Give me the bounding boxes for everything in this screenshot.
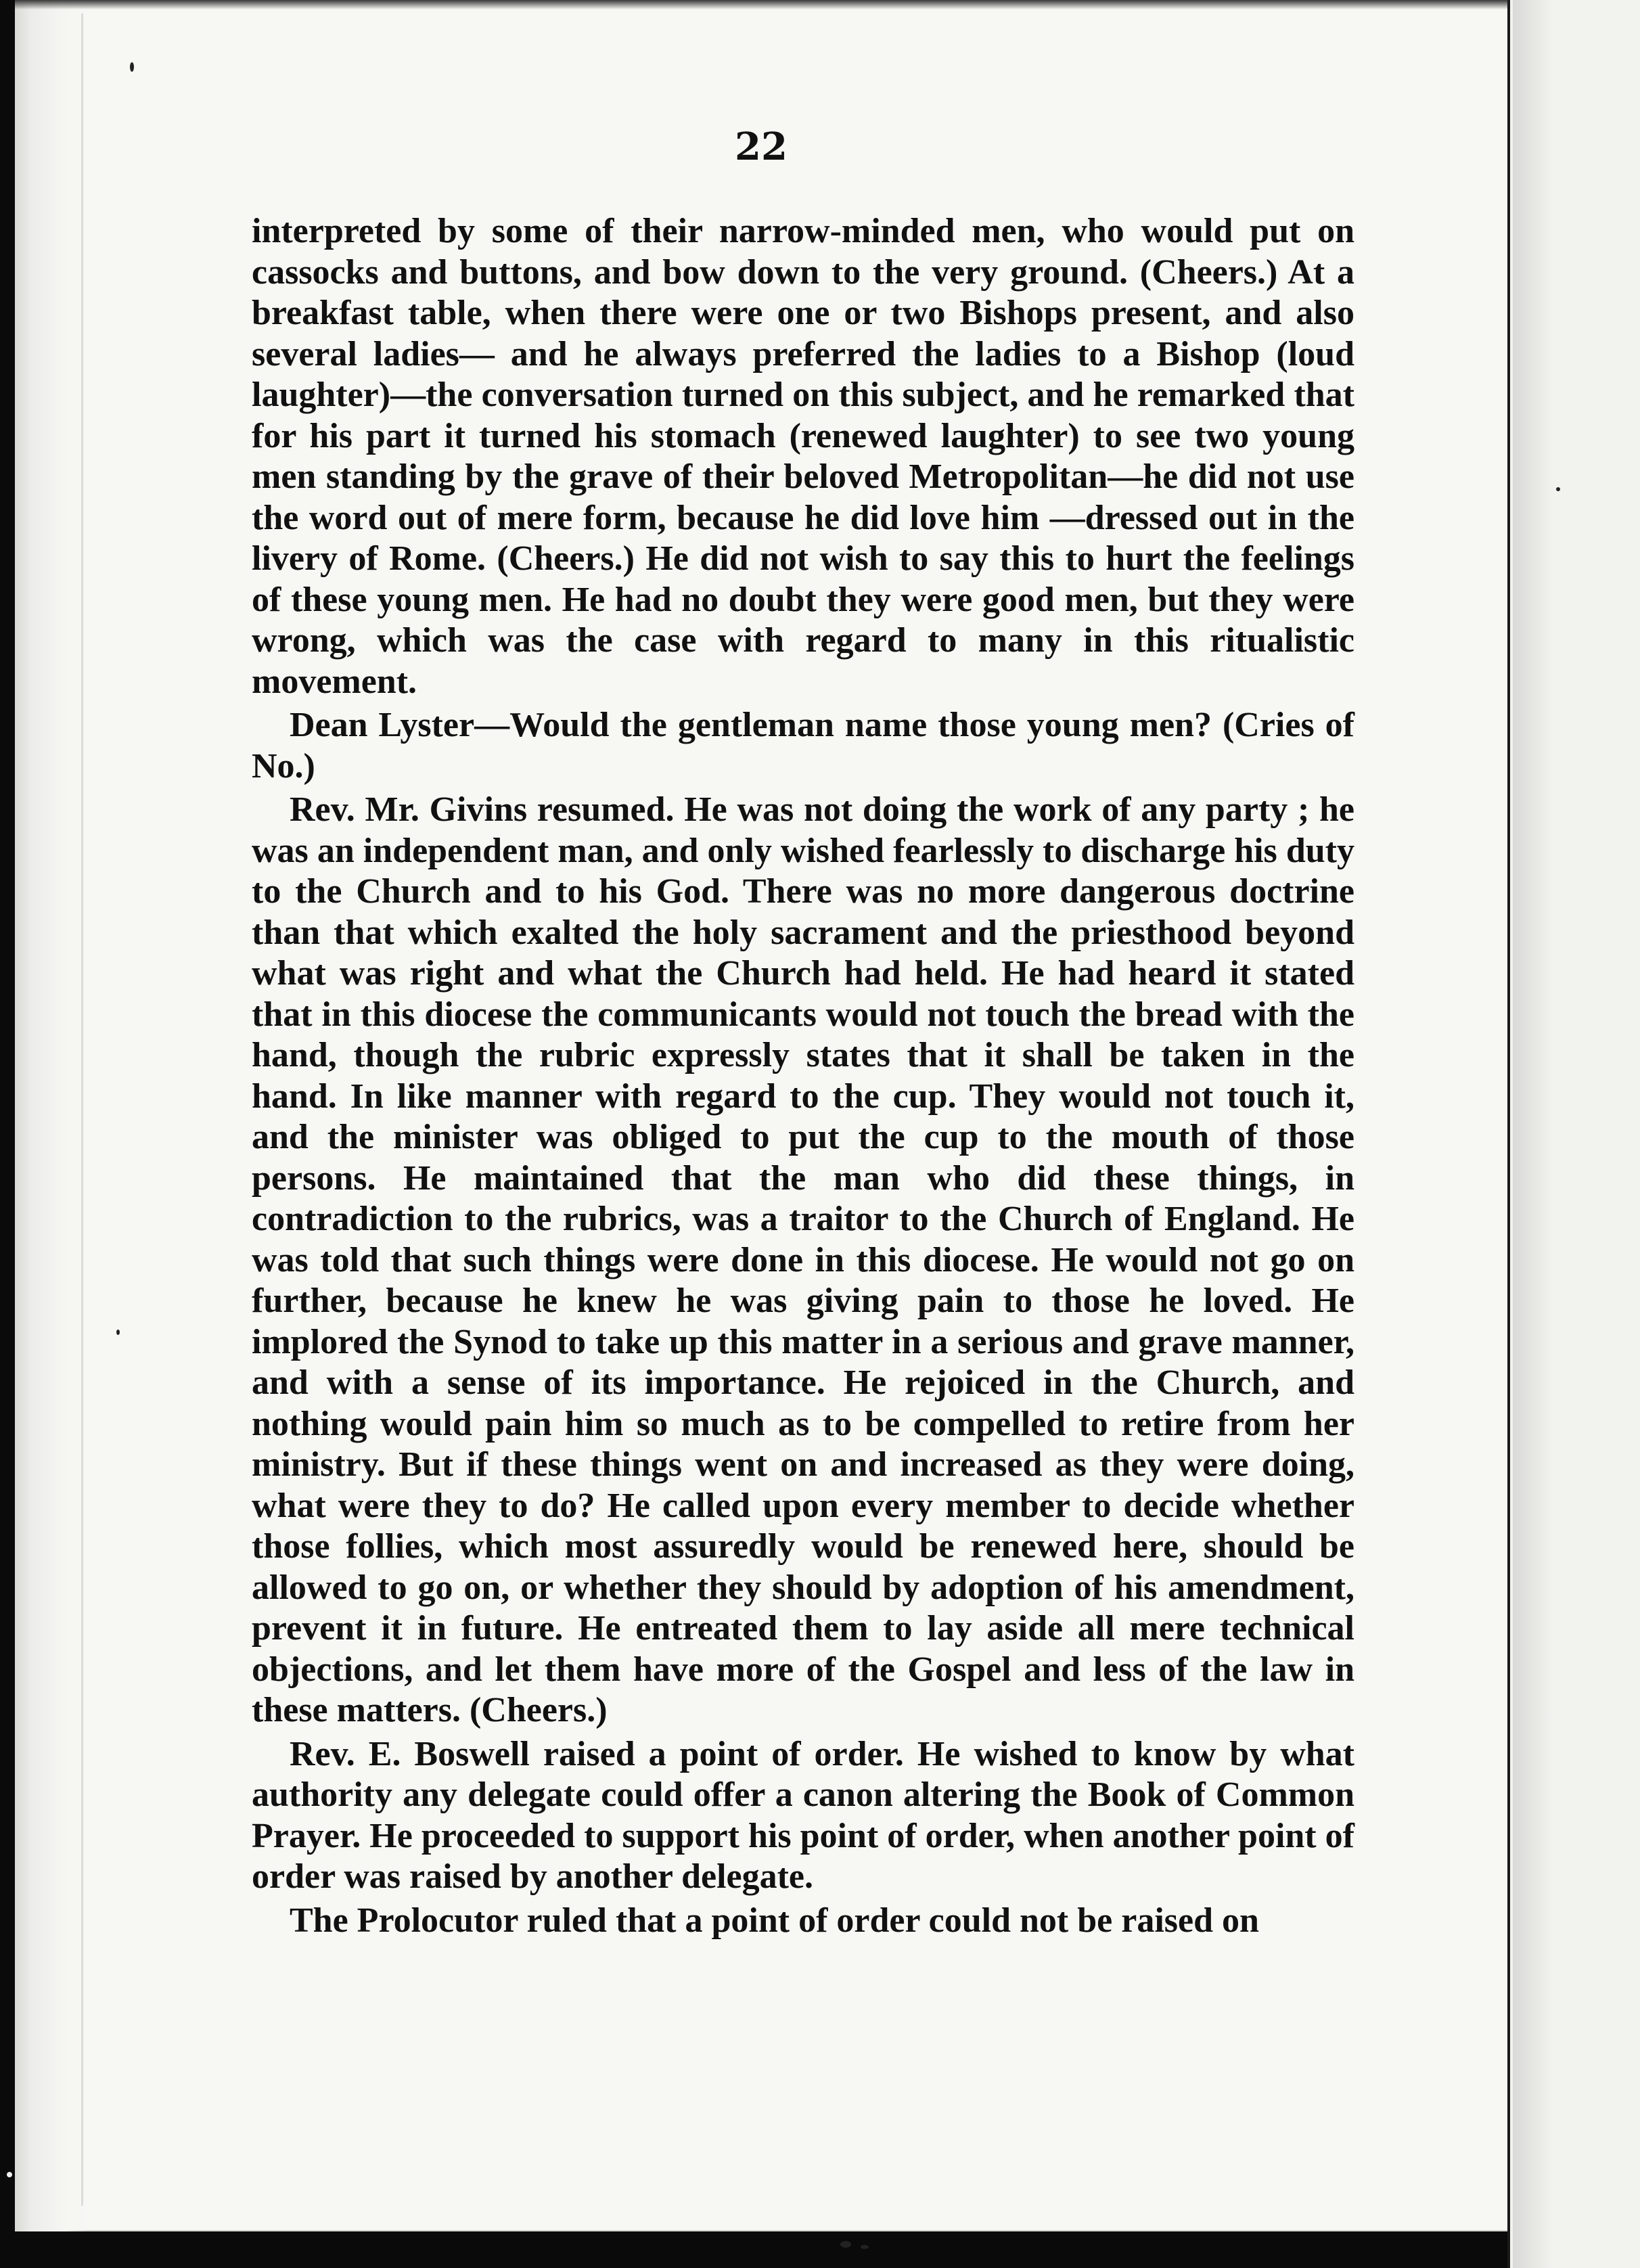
body-text xyxy=(252,211,1354,1944)
paragraph-4: Rev. E. Boswell raised a point of order. He wished to know by what authority any delegate could offer a canon altering the Book of Common Prayer. He proceeded to support his point of order, when another point of order was raised by another delegate. xyxy=(252,1734,1354,1896)
page-gutter-shadow xyxy=(1513,0,1553,2268)
paragraph-3: Rev. Mr. Givins resumed. He was not doing the work of any party ; he was an independent man, and only wished fearlessly to discharge his duty to the Church and to his God. There was no more dangerous doctrine than that which exalted the holy sacrament and the priesthood beyond what was right and what the Church had held. He had heard it stated that in this diocese the communicants would not touch the bread with the hand, though the rubric expressly states that it shall be taken in the hand. In like manner with regard to the cup. They would not touch it, and the minister was obliged to put the cup to the mouth of those persons. He maintained that the man who did these things, in contradiction to the rubrics, was a traitor to the Church of England. He was told that such things were done in this diocese. He would not go on further, because he knew he was giving pain to those he loved. He implored the Synod to take up this matter in a serious and grave manner, and with a sense of its importance. He rejoiced in the Church, and nothing would pain him so much as to be compelled to retire from her ministry. But if these things went on and increased as they were doing, what were they to do? He called upon every member to decide whether those follies, which most assuredly would be renewed here, should be allowed to go on, or whether they should by adoption of his amendment, prevent it in future. He entreated them to lay aside all mere technical objections, and let them have more of the Gospel and less of the law in these matters. (Cheers.) xyxy=(252,790,1354,1729)
document-page xyxy=(15,0,1507,2231)
paragraph-2: Dean Lyster—Would the gentleman name those young men? (Cries of No.) xyxy=(252,706,1354,786)
page-top-edge xyxy=(15,0,1507,9)
page-binding-edge xyxy=(15,0,89,2231)
page-fold-line xyxy=(81,14,83,2206)
paragraph-1: interpreted by some of their narrow-minded men, who would put on cassocks and buttons, and bow down to the very ground. (Cheers.) At a breakfast table, when there were one or two Bishops present, and also several ladies— and he always preferred the ladies to a Bishop (loud laughter)—the conversation turned on this subject, and he remarked that for his part it turned his stomach (renewed laughter) to see two young men standing by the grave of their beloved Metropolitan—he did not use the word out of mere form, because he did love him —dressed out in the livery of Rome. (Cheers.) He did not wish to say this to hurt the feelings of these young men. He had no doubt they were good men, but they were wrong, which was the case with regard to many in this ritualistic movement. xyxy=(252,212,1354,701)
paragraph-5: The Prolocutor ruled that a point of order could not be raised on xyxy=(290,1901,1259,1940)
page-number: 22 xyxy=(735,124,788,169)
